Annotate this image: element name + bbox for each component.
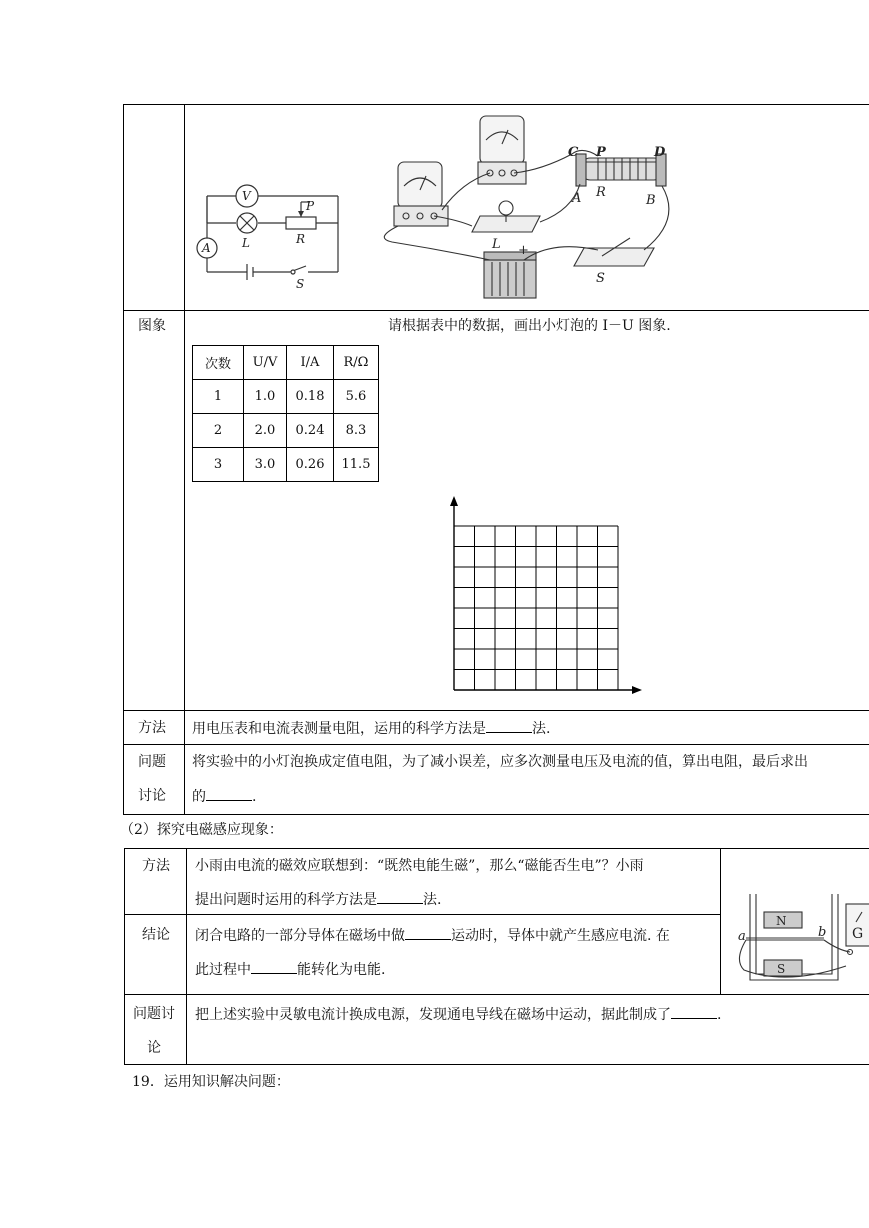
table-cell: 8.3 — [334, 414, 379, 448]
answer-blank[interactable] — [405, 925, 451, 940]
data-table — [192, 345, 379, 482]
header-cell: 次数 — [193, 346, 244, 380]
y-axis-arrow — [450, 496, 458, 506]
table1-bottom-border — [123, 814, 869, 815]
row-label-conclusion: 结论 — [142, 927, 170, 943]
x-axis-arrow — [632, 686, 642, 694]
figure-label-s: S — [777, 962, 786, 976]
drawing-label-l: L — [492, 237, 501, 252]
discussion2-after: . — [717, 1007, 722, 1023]
figure-label-b: b — [818, 925, 827, 940]
table-cell: 3.0 — [244, 448, 287, 482]
conclusion-line1-before: 闭合电路的一部分导体在磁场中做 — [195, 928, 405, 944]
table-row — [193, 414, 379, 448]
table-cell: 1.0 — [244, 380, 287, 414]
row-label-discussion2-2: 论 — [147, 1040, 161, 1056]
blank-graph-grid — [440, 494, 650, 698]
drawing-label-b: B — [646, 193, 656, 208]
row-label-discussion-1: 问题 — [138, 754, 166, 770]
conclusion-line2-before: 此过程中 — [195, 962, 251, 978]
conclusion-line2 — [195, 959, 385, 980]
answer-blank[interactable] — [251, 959, 297, 974]
method2-line1: 小雨由电流的磁效应联想到：“既然电能生磁”，那么“磁能否生电”？小雨 — [195, 858, 644, 874]
header-cell: U/V — [244, 346, 287, 380]
schematic-label-v: V — [242, 189, 251, 203]
schematic-label-a: A — [202, 241, 211, 255]
answer-blank[interactable] — [486, 718, 532, 733]
table1-row-divider — [123, 310, 869, 311]
table2-bottom-border — [124, 1064, 869, 1065]
table-cell: 1 — [193, 380, 244, 414]
drawing-label-r: R — [596, 185, 606, 200]
table1-row-divider — [123, 744, 869, 745]
header-cell: I/A — [287, 346, 334, 380]
answer-blank[interactable] — [671, 1004, 717, 1019]
drawing-label-d: D — [654, 145, 666, 160]
table2-row-divider — [124, 914, 720, 915]
discussion-line2 — [192, 786, 256, 807]
answer-blank[interactable] — [377, 889, 423, 904]
table2-left-border — [124, 848, 125, 1065]
image-instruction: 请根据表中的数据，画出小灯泡的 I－U 图象. — [388, 318, 671, 334]
table-cell: 3 — [193, 448, 244, 482]
figure-label-a: a — [738, 929, 746, 944]
row-label-method: 方法 — [138, 720, 166, 736]
drawing-label-a: A — [572, 191, 582, 206]
schematic-label-p: P — [306, 199, 315, 213]
table-row — [193, 380, 379, 414]
table-header-row — [193, 346, 379, 380]
table-cell: 0.26 — [287, 448, 334, 482]
method-text-after: 法. — [532, 721, 551, 737]
table-cell: 0.18 — [287, 380, 334, 414]
row-label-discussion-2: 讨论 — [138, 788, 166, 804]
drawing-label-p: P — [596, 145, 606, 160]
schematic-label-r: R — [296, 232, 306, 246]
table2-top-border — [124, 848, 869, 849]
row-label-image: 图象 — [138, 318, 166, 334]
discussion2-text — [195, 1004, 721, 1025]
row-label-method-2: 方法 — [142, 858, 170, 874]
method-text-before: 用电压表和电流表测量电阻，运用的科学方法是 — [192, 721, 486, 737]
drawing-label-plus: + — [518, 243, 529, 258]
table-row — [193, 448, 379, 482]
table-cell: 0.24 — [287, 414, 334, 448]
table2-col-divider — [186, 848, 187, 1065]
discussion-line2-after: . — [252, 789, 257, 805]
table-cell: 11.5 — [334, 448, 379, 482]
figure-label-g: G — [852, 926, 864, 942]
method2-line2-before: 提出问题时运用的科学方法是 — [195, 892, 377, 908]
table-cell: 2.0 — [244, 414, 287, 448]
physical-circuit-drawing — [372, 110, 672, 306]
table-cell: 2 — [193, 414, 244, 448]
table1-left-border — [123, 104, 124, 815]
table2-figure-divider — [720, 848, 721, 995]
drawing-label-s: S — [596, 271, 605, 286]
schematic-label-l: L — [242, 236, 250, 250]
conclusion-line1-after: 运动时，导体中就产生感应电流. 在 — [451, 928, 670, 944]
method2-line2-after: 法. — [423, 892, 442, 908]
figure-label-n: N — [776, 914, 787, 928]
schematic-label-s: S — [296, 277, 305, 291]
circuit-schematic — [190, 180, 350, 295]
discussion-line2-before: 的 — [192, 789, 206, 805]
conclusion-line2-after: 能转化为电能. — [297, 962, 386, 978]
discussion2-before: 把上述实验中灵敏电流计换成电源，发现通电导线在磁场中运动，据此制成了 — [195, 1007, 671, 1023]
drawing-label-c: C — [568, 145, 579, 160]
discussion-line1: 将实验中的小灯泡换成定值电阻，为了减小误差，应多次测量电压及电流的值，算出电阻，最后求出 — [192, 754, 808, 770]
table-cell: 5.6 — [334, 380, 379, 414]
method-text — [192, 718, 550, 739]
method2-line2 — [195, 889, 441, 910]
question-19: 19．运用知识解决问题： — [132, 1074, 290, 1090]
table1-top-border — [123, 104, 869, 105]
section-heading: （2）探究电磁感应现象： — [120, 822, 283, 838]
table1-col-divider — [184, 104, 185, 815]
header-cell: R/Ω — [334, 346, 379, 380]
table2-row-divider — [124, 994, 869, 995]
row-label-discussion2-1: 问题讨 — [133, 1006, 175, 1022]
table1-row-divider — [123, 710, 869, 711]
conclusion-line1 — [195, 925, 670, 946]
induction-figure — [726, 870, 869, 988]
answer-blank[interactable] — [206, 786, 252, 801]
